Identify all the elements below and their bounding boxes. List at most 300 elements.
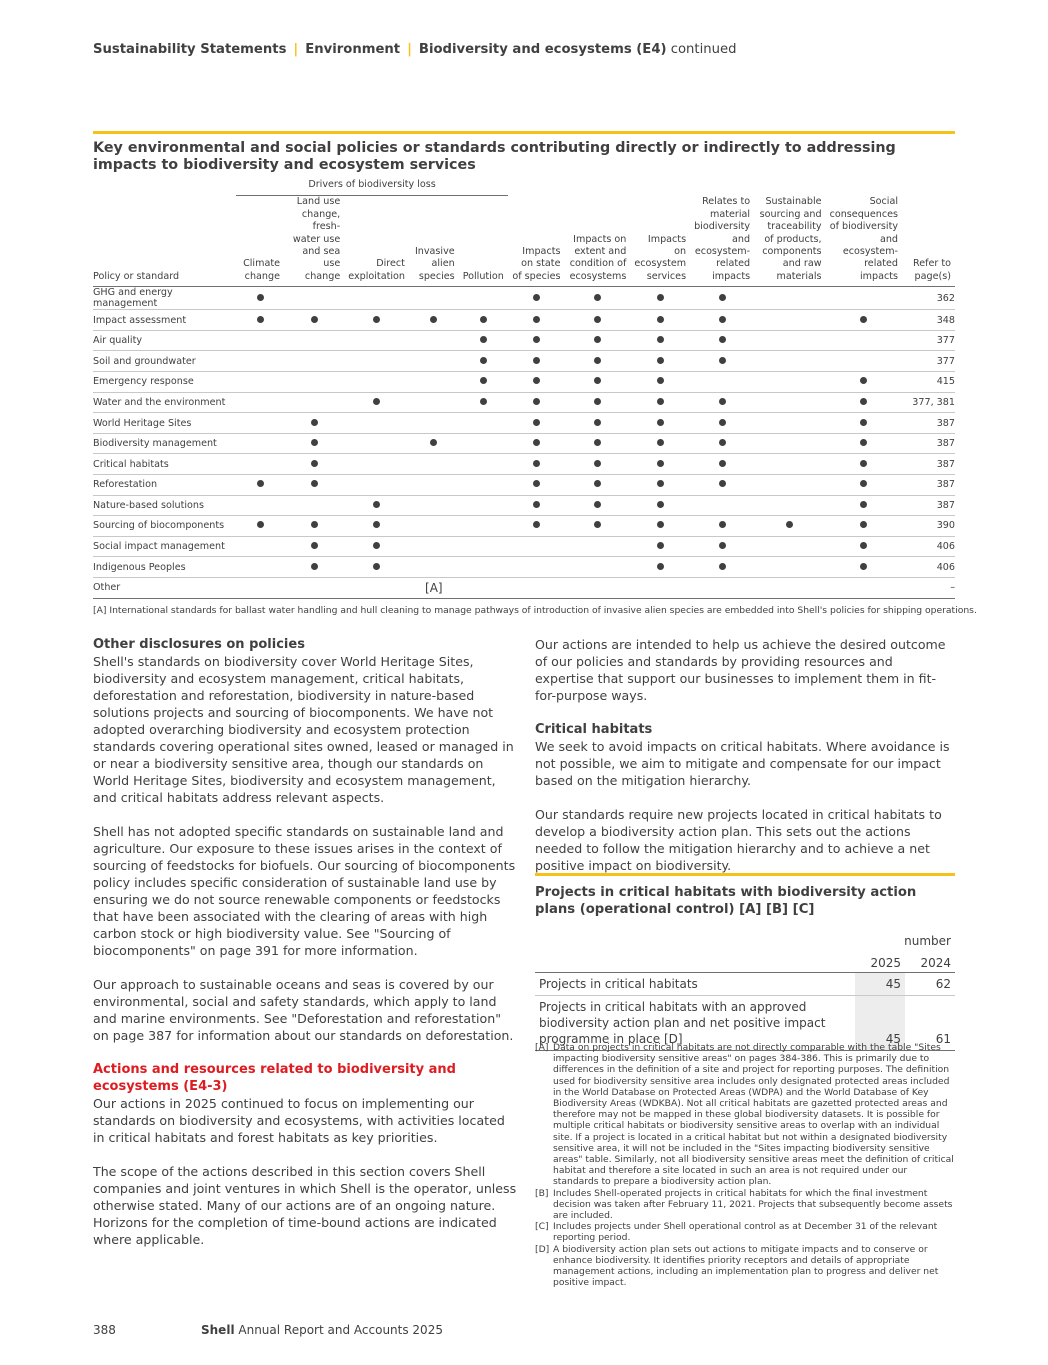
bullet-dot-icon — [594, 521, 601, 528]
bullet-dot-icon — [480, 316, 487, 323]
empty-cell — [459, 557, 508, 578]
bullet-dot-icon — [373, 501, 380, 508]
row-label: Projects in critical habitats with an approved biodiversity action plan and net positive impact programme in place [D] — [535, 995, 855, 1050]
column-header: Refer to page(s) — [902, 196, 955, 287]
paragraph: Shell has not adopted specific standards on sustainable land and agriculture. Our exposure to these issues arises in the context of sourcing of feedstocks for biofuels. Our sourcing of biocomponents policy includes specific consideration of sustainable land use by ensuring we do not source renewable components or feedstocks that have been associated with the clearing of areas with high carbon stock or high biodiversity value. See "Sourcing of biocomponents" on page 391 for more information. — [93, 824, 516, 958]
check-cell — [564, 392, 630, 413]
page-reference: 406 — [902, 557, 955, 578]
bullet-dot-icon — [533, 439, 540, 446]
check-cell — [630, 475, 690, 496]
table-row — [93, 577, 955, 598]
bullet-dot-icon — [373, 316, 380, 323]
page-reference: 377, 381 — [902, 392, 955, 413]
bullet-dot-icon — [719, 294, 726, 301]
check-cell — [630, 536, 690, 557]
column-header: Climate change — [236, 196, 284, 287]
bullet-dot-icon — [719, 439, 726, 446]
bullet-dot-icon — [594, 336, 601, 343]
check-cell — [236, 516, 284, 537]
critical-habitats-heading: Critical habitats — [535, 722, 653, 737]
check-cell — [690, 330, 754, 351]
bullet-dot-icon — [373, 398, 380, 405]
empty-cell — [690, 372, 754, 393]
bullet-dot-icon — [657, 521, 664, 528]
policy-table-title: Key environmental and social policies or standards contributing directly or indirectly to addressing impacts to biodiversity and ecosystem services — [93, 140, 896, 173]
row-label: Projects in critical habitats — [535, 972, 855, 995]
footnote: [A] Data on projects in critical habitats are not directly comparable with the table "Sites impacting biodiversity sensitive areas" on pages 384-386. This is primarily due to differences in the definition of a site and project for reporting purposes. The definition used for biodiversity sensitive area includes only designated protected areas included in the World Database on Protected Areas (WDPA) and the World Database of Key Biodiversity Areas (WDKBA). Not all critical habitats are gazetted protected areas and therefore may not be mapped in these global biodiversity datasets. It is possible for multiple critical habitats or biodiversity sensitive areas to overlap with an individual site. If a project is located in a critical habitat but not within a designated biodiversity sensitive area, it will not be included in the "Sites impacting biodiversity sensitive areas" table. Similarly, not all biodiversity sensitive areas meet the definition of critical habitat and therefore a site located in such an area is not required under our standards to prepare a biodiversity action plan. — [535, 1042, 954, 1188]
bullet-dot-icon — [657, 460, 664, 467]
table-row — [93, 372, 955, 393]
table-row — [93, 475, 955, 496]
column-header: Impacts on ecosystem services — [630, 196, 690, 287]
empty-cell — [344, 351, 409, 372]
bullet-dot-icon — [657, 542, 664, 549]
empty-cell — [344, 433, 409, 454]
policy-name: Soil and groundwater — [93, 351, 236, 372]
check-cell — [826, 495, 902, 516]
policy-table-section — [93, 131, 955, 595]
bullet-dot-icon — [480, 357, 487, 364]
empty-cell — [459, 577, 508, 598]
column-header: Invasive alien species — [409, 196, 459, 287]
bullet-dot-icon — [786, 521, 793, 528]
bullet-dot-icon — [311, 316, 318, 323]
empty-cell — [236, 495, 284, 516]
footnote: [D] A biodiversity action plan sets out actions to mitigate impacts and to conserve or enhance biodiversity. It identifies priority receptors and details of appropriate management actions, including an implementation plan to progress and deliver net positive impact. — [535, 1243, 939, 1289]
bullet-dot-icon — [480, 398, 487, 405]
check-cell — [564, 516, 630, 537]
bullet-dot-icon — [657, 439, 664, 446]
empty-cell — [409, 495, 459, 516]
bullet-dot-icon — [594, 439, 601, 446]
section-divider — [535, 873, 955, 876]
page-reference: 415 — [902, 372, 955, 393]
check-cell — [690, 351, 754, 372]
check-cell — [284, 516, 344, 537]
empty-cell — [459, 475, 508, 496]
paragraph: Our approach to sustainable oceans and seas is covered by our environmental, social and safety standards, which apply to land and marine environments. See "Deforestation and reforestation" on page 387 for information about our standards on deforestation. — [93, 977, 514, 1043]
check-cell — [508, 392, 565, 413]
bullet-dot-icon — [533, 521, 540, 528]
check-cell — [459, 372, 508, 393]
bullet-dot-icon — [860, 460, 867, 467]
check-cell — [564, 310, 630, 331]
page-reference: 387 — [902, 433, 955, 454]
check-cell — [630, 351, 690, 372]
column-header: Relates to material biodiversity and ecosystem-related impacts — [690, 196, 754, 287]
check-cell — [508, 310, 565, 331]
table-row — [93, 516, 955, 537]
check-cell — [508, 433, 565, 454]
empty-cell — [236, 330, 284, 351]
policy-name: Critical habitats — [93, 454, 236, 475]
page-reference: 390 — [902, 516, 955, 537]
bullet-dot-icon — [657, 316, 664, 323]
bullet-dot-icon — [480, 336, 487, 343]
bullet-dot-icon — [311, 521, 318, 528]
empty-cell — [754, 392, 825, 413]
projects-table — [535, 928, 955, 1051]
bullet-dot-icon — [533, 316, 540, 323]
empty-cell — [284, 351, 344, 372]
column-header: Social consequences of biodiversity and ecosystem-related impacts — [826, 196, 902, 287]
page-reference: 387 — [902, 475, 955, 496]
table-row — [93, 392, 955, 413]
bullet-dot-icon — [860, 419, 867, 426]
check-cell — [344, 516, 409, 537]
bullet-dot-icon — [594, 316, 601, 323]
policy-name: Air quality — [93, 330, 236, 351]
unit-label: number — [904, 934, 951, 948]
table-row — [93, 433, 955, 454]
projects-table-notes — [535, 1042, 955, 1288]
check-cell — [459, 392, 508, 413]
empty-cell — [409, 351, 459, 372]
check-cell — [508, 287, 565, 310]
publication-title: Annual Report and Accounts 2025 — [238, 1323, 443, 1337]
empty-cell — [284, 392, 344, 413]
check-cell — [459, 351, 508, 372]
bullet-dot-icon — [657, 294, 664, 301]
bullet-dot-icon — [657, 398, 664, 405]
empty-cell — [754, 413, 825, 434]
empty-cell — [508, 577, 565, 598]
check-cell — [564, 413, 630, 434]
check-cell — [344, 536, 409, 557]
empty-cell — [409, 516, 459, 537]
page-number: 388 — [93, 1323, 116, 1337]
brand-name: Shell — [201, 1323, 235, 1337]
check-cell — [630, 516, 690, 537]
policy-name: Water and the environment — [93, 392, 236, 413]
bullet-dot-icon — [657, 501, 664, 508]
empty-cell — [236, 413, 284, 434]
policy-name: Social impact management — [93, 536, 236, 557]
bullet-dot-icon — [860, 563, 867, 570]
empty-cell — [754, 310, 825, 331]
check-cell — [690, 454, 754, 475]
check-cell — [508, 351, 565, 372]
check-cell — [826, 557, 902, 578]
check-cell — [690, 287, 754, 310]
footnote: [C] Includes projects under Shell operational control as at December 31 of the relevant reporting period. — [535, 1221, 938, 1244]
check-cell — [690, 516, 754, 537]
bullet-dot-icon — [719, 460, 726, 467]
bullet-dot-icon — [311, 480, 318, 487]
note-cell — [409, 577, 459, 598]
check-cell — [508, 372, 565, 393]
empty-cell — [754, 557, 825, 578]
bullet-dot-icon — [311, 563, 318, 570]
page-reference: 362 — [902, 287, 955, 310]
footnote-marker: [A] — [425, 580, 443, 595]
check-cell — [826, 372, 902, 393]
empty-cell — [344, 287, 409, 310]
breadcrumb-separator: | — [293, 42, 299, 57]
table-row — [93, 557, 955, 578]
breadcrumb-item-environment[interactable]: Environment — [305, 42, 401, 57]
bullet-dot-icon — [657, 357, 664, 364]
bullet-dot-icon — [719, 316, 726, 323]
bullet-dot-icon — [594, 398, 601, 405]
breadcrumb-item-biodiversity[interactable]: Biodiversity and ecosystems (E4) — [418, 42, 667, 57]
page-reference: – — [902, 577, 955, 598]
empty-cell — [344, 454, 409, 475]
policy-table — [93, 179, 955, 599]
check-cell — [236, 475, 284, 496]
check-cell — [344, 557, 409, 578]
value-2025: 45 — [855, 995, 905, 1050]
empty-cell — [459, 536, 508, 557]
policy-name: Sourcing of biocomponents — [93, 516, 236, 537]
bullet-dot-icon — [860, 398, 867, 405]
bullet-dot-icon — [311, 439, 318, 446]
check-cell — [754, 516, 825, 537]
page-reference: 348 — [902, 310, 955, 331]
bullet-dot-icon — [657, 419, 664, 426]
check-cell — [508, 516, 565, 537]
check-cell — [826, 310, 902, 331]
policy-table-footnote: [A] International standards for ballast water handling and hull cleaning to manage pathways of introduction of invasive alien species are embedded into Shell's policies for shipping operations. — [93, 605, 977, 616]
check-cell — [630, 433, 690, 454]
empty-cell — [754, 372, 825, 393]
check-cell — [564, 475, 630, 496]
check-cell — [826, 433, 902, 454]
empty-cell — [459, 454, 508, 475]
check-cell — [508, 413, 565, 434]
check-cell — [630, 454, 690, 475]
breadcrumb-separator: | — [407, 42, 412, 57]
check-cell — [564, 454, 630, 475]
check-cell — [690, 310, 754, 331]
empty-cell — [690, 577, 754, 598]
group-header-drivers: Drivers of biodiversity loss — [236, 179, 507, 196]
empty-cell — [459, 413, 508, 434]
bullet-dot-icon — [657, 480, 664, 487]
table-row — [93, 454, 955, 475]
check-cell — [508, 454, 565, 475]
check-cell — [564, 433, 630, 454]
bullet-dot-icon — [373, 563, 380, 570]
page-reference: 387 — [902, 454, 955, 475]
bullet-dot-icon — [533, 501, 540, 508]
empty-cell — [630, 577, 690, 598]
other-disclosures-heading: Other disclosures on policies — [93, 637, 305, 652]
check-cell — [630, 372, 690, 393]
empty-cell — [754, 454, 825, 475]
check-cell — [236, 287, 284, 310]
check-cell — [630, 330, 690, 351]
policy-name: GHG and energy management — [93, 287, 236, 310]
bullet-dot-icon — [719, 542, 726, 549]
check-cell — [826, 454, 902, 475]
page-reference: 377 — [902, 351, 955, 372]
bullet-dot-icon — [719, 419, 726, 426]
column-header: Pollution — [459, 196, 508, 287]
check-cell — [459, 330, 508, 351]
empty-cell — [508, 536, 565, 557]
bullet-dot-icon — [594, 357, 601, 364]
empty-cell — [754, 351, 825, 372]
empty-cell — [826, 351, 902, 372]
empty-cell — [508, 557, 565, 578]
breadcrumb-item-sustainability[interactable]: Sustainability Statements — [93, 42, 287, 57]
column-header: Impacts on state of species — [508, 196, 565, 287]
paragraph: Our standards require new projects located in critical habitats to develop a biodiversity action plan. This sets out the actions needed to follow the mitigation hierarchy and to achieve a net positive impact on biodiversity. — [535, 807, 942, 873]
empty-cell — [236, 557, 284, 578]
empty-cell — [344, 577, 409, 598]
check-cell — [284, 433, 344, 454]
bullet-dot-icon — [719, 521, 726, 528]
empty-cell — [284, 577, 344, 598]
check-cell — [690, 536, 754, 557]
check-cell — [630, 413, 690, 434]
left-column — [93, 636, 518, 1265]
empty-cell — [409, 536, 459, 557]
check-cell — [826, 536, 902, 557]
empty-cell — [459, 433, 508, 454]
bullet-dot-icon — [533, 460, 540, 467]
bullet-dot-icon — [719, 357, 726, 364]
paragraph: We seek to avoid impacts on critical habitats. Where avoidance is not possible, we aim to mitigate and compensate for our impact based on the mitigation hierarchy. — [535, 739, 950, 788]
bullet-dot-icon — [719, 480, 726, 487]
bullet-dot-icon — [257, 316, 264, 323]
value-2024: 62 — [905, 972, 955, 995]
column-header: Policy or standard — [93, 196, 236, 287]
bullet-dot-icon — [533, 336, 540, 343]
page-reference: 387 — [902, 413, 955, 434]
check-cell — [630, 495, 690, 516]
breadcrumb-continued: continued — [670, 42, 737, 57]
bullet-dot-icon — [594, 460, 601, 467]
paragraph: Our actions are intended to help us achieve the desired outcome of our policies and standards by providing resources and expertise that support our businesses to implement them in fit-for-purpose ways. — [535, 637, 946, 703]
page-reference: 387 — [902, 495, 955, 516]
check-cell — [826, 475, 902, 496]
value-2025: 45 — [855, 972, 905, 995]
empty-cell — [284, 495, 344, 516]
empty-cell — [409, 413, 459, 434]
bullet-dot-icon — [533, 419, 540, 426]
bullet-dot-icon — [860, 542, 867, 549]
check-cell — [564, 330, 630, 351]
policy-name: Other — [93, 577, 236, 598]
footnote: [B] Includes Shell-operated projects in critical habitats for which the final investment decision was taken after February 11, 2021. Projects that subsequently become assets are included. — [535, 1187, 953, 1222]
bullet-dot-icon — [257, 521, 264, 528]
bullet-dot-icon — [860, 316, 867, 323]
empty-cell — [344, 475, 409, 496]
bullet-dot-icon — [480, 377, 487, 384]
policy-name: Nature-based solutions — [93, 495, 236, 516]
empty-cell — [236, 433, 284, 454]
bullet-dot-icon — [257, 294, 264, 301]
bullet-dot-icon — [533, 357, 540, 364]
empty-cell — [344, 372, 409, 393]
empty-cell — [409, 372, 459, 393]
empty-cell — [564, 577, 630, 598]
empty-cell — [409, 475, 459, 496]
check-cell — [459, 310, 508, 331]
empty-cell — [409, 287, 459, 310]
table-row — [93, 536, 955, 557]
empty-cell — [344, 413, 409, 434]
empty-cell — [236, 454, 284, 475]
empty-cell — [409, 557, 459, 578]
bullet-dot-icon — [533, 294, 540, 301]
check-cell — [508, 495, 565, 516]
bullet-dot-icon — [311, 460, 318, 467]
check-cell — [564, 372, 630, 393]
check-cell — [409, 433, 459, 454]
bullet-dot-icon — [594, 480, 601, 487]
bullet-dot-icon — [533, 398, 540, 405]
bullet-dot-icon — [594, 377, 601, 384]
empty-cell — [236, 577, 284, 598]
check-cell — [284, 454, 344, 475]
check-cell — [344, 310, 409, 331]
page-reference: 377 — [902, 330, 955, 351]
check-cell — [690, 557, 754, 578]
table-row — [93, 495, 955, 516]
bullet-dot-icon — [430, 316, 437, 323]
empty-cell — [564, 536, 630, 557]
year-header: 2024 — [905, 950, 955, 972]
empty-cell — [236, 372, 284, 393]
empty-cell — [564, 557, 630, 578]
bullet-dot-icon — [373, 542, 380, 549]
check-cell — [630, 310, 690, 331]
empty-cell — [754, 577, 825, 598]
empty-cell — [409, 454, 459, 475]
check-cell — [826, 516, 902, 537]
empty-cell — [459, 495, 508, 516]
table-row — [535, 972, 955, 995]
check-cell — [344, 392, 409, 413]
bullet-dot-icon — [257, 480, 264, 487]
empty-cell — [459, 287, 508, 310]
column-header: Sustainable sourcing and traceability of products, components and raw materials — [754, 196, 825, 287]
policy-name: Impact assessment — [93, 310, 236, 331]
check-cell — [284, 310, 344, 331]
policy-name: Biodiversity management — [93, 433, 236, 454]
year-header: 2025 — [855, 950, 905, 972]
bullet-dot-icon — [657, 563, 664, 570]
breadcrumb — [93, 42, 736, 57]
empty-cell — [409, 330, 459, 351]
check-cell — [508, 330, 565, 351]
empty-cell — [754, 433, 825, 454]
paragraph: The scope of the actions described in this section covers Shell companies and joint ventures in which Shell is the operator, unless otherwise stated. Many of our actions are of an ongoing nature. Horizons for the completion of time-bound actions are indicated where applicable. — [93, 1164, 517, 1247]
table-row — [93, 351, 955, 372]
check-cell — [826, 413, 902, 434]
projects-table-section — [535, 873, 955, 1051]
bullet-dot-icon — [860, 501, 867, 508]
check-cell — [826, 392, 902, 413]
check-cell — [690, 413, 754, 434]
bullet-dot-icon — [311, 542, 318, 549]
bullet-dot-icon — [719, 336, 726, 343]
page-reference: 406 — [902, 536, 955, 557]
paragraph: Shell's standards on biodiversity cover World Heritage Sites, biodiversity and ecosystem management, critical habitats, deforestation and reforestation, biodiversity in nature-based solutions projects and sourcing of biocomponents. We have not adopted overarching biodiversity and ecosystem protection standards covering operational sites owned, leased or managed in or near a biodiversity sensitive area, though our standards on World Heritage Sites, biodiversity and ecosystem management, and critical habitats address relevant aspects. — [93, 654, 514, 805]
check-cell — [690, 475, 754, 496]
bullet-dot-icon — [860, 377, 867, 384]
table-row — [93, 310, 955, 331]
check-cell — [236, 310, 284, 331]
check-cell — [409, 310, 459, 331]
check-cell — [630, 287, 690, 310]
check-cell — [344, 495, 409, 516]
bullet-dot-icon — [860, 480, 867, 487]
bullet-dot-icon — [657, 336, 664, 343]
